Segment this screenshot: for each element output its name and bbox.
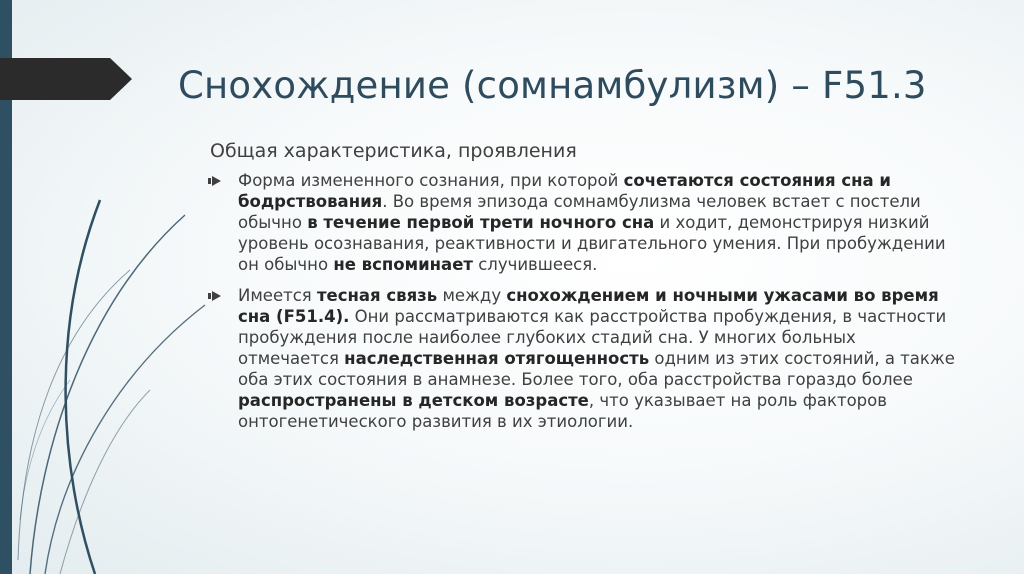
- bullet-arrow-icon: [212, 291, 221, 301]
- text-run: между: [437, 286, 507, 305]
- bullet-item: [210, 170, 958, 275]
- bold-phrase: наследственная отягощенность: [344, 349, 650, 368]
- bold-phrase: тесная связь: [316, 286, 438, 305]
- bold-phrase: в течение первой трети ночного сна: [307, 213, 655, 232]
- bullet-text: [238, 171, 946, 274]
- text-run: и ходит, демонстрируя низкий уровень осознавания, реактивности и двигательного умения. При пробуждении он обычно: [238, 213, 946, 274]
- subheading: Общая характеристика, проявления: [210, 140, 577, 162]
- bold-phrase: снохождением и ночными ужасами во время сна (F51.4).: [238, 286, 939, 326]
- text-run: случившееся.: [472, 255, 598, 274]
- title-arrow-shape: [0, 0, 140, 110]
- text-run: Форма измененного сознания, при которой: [238, 171, 624, 190]
- text-run: , что указывает на роль факторов онтогенетического развития в их этиологии.: [238, 391, 887, 431]
- bold-phrase: сочетаются состояния сна и бодрствования: [238, 171, 891, 211]
- bullet-arrow-icon: [212, 176, 221, 186]
- bullet-item: [210, 285, 958, 432]
- text-run: Они рассматриваются как расстройства пробуждения, в частности пробуждения после наиболее глубоких стадий сна. У многих больных отмечается: [238, 307, 947, 368]
- bullet-text: [238, 286, 955, 431]
- slide-title: Снохождение (сомнамбулизм) – F51.3: [178, 64, 927, 107]
- slide-content: [210, 140, 960, 442]
- text-run: . Во время эпизода сомнамбулизма человек встает с постели обычно: [238, 192, 921, 232]
- bold-phrase: не вспоминает: [333, 255, 473, 274]
- text-run: Имеется: [238, 286, 317, 305]
- text-run: одним из этих состояний, а также оба этих состояния в анамнезе. Более того, оба расстройства гораздо более: [238, 349, 955, 389]
- bold-phrase: распространены в детском возрасте: [238, 391, 589, 410]
